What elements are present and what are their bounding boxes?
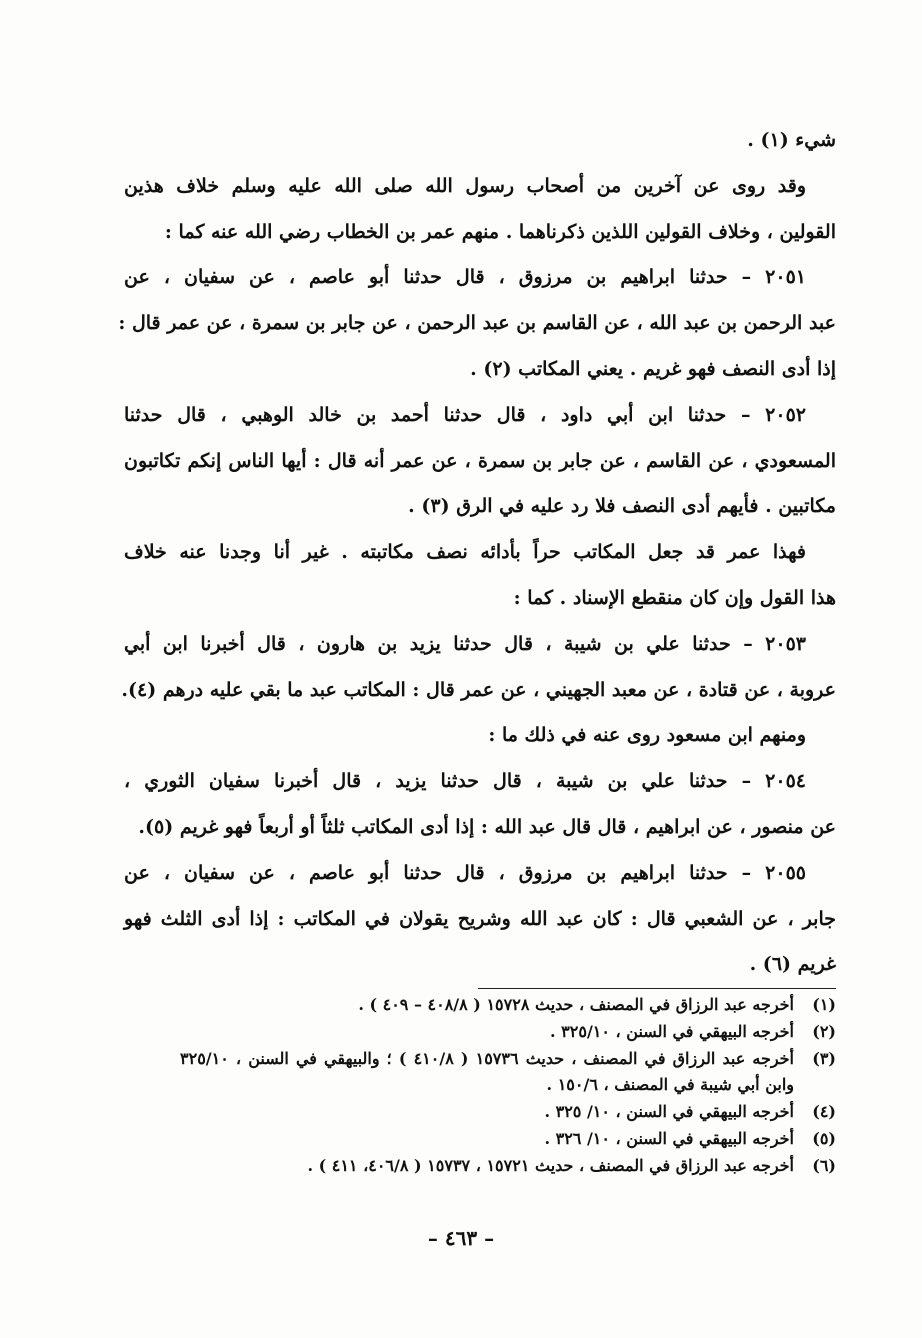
footnotes (180, 992, 836, 1180)
hadith-2051-line-2: عبد الرحمن بن عبد الله ، عن القاسم بن عبد الرحمن ، عن جابر بن سمرة ، عن عمر قال : (118, 312, 836, 335)
hadith-2055-line-1: ٢٠٥٥ – حدثنا ابراهيم بن مرزوق ، قال حدثنا أبو عاصم ، عن سفيان ، عن (124, 861, 806, 884)
commentary-line-2: هذا القول وإن كان منقطع الإسناد . كما : (513, 586, 836, 609)
footnote-6 (180, 1153, 836, 1180)
footnote-text: أخرجه البيهقي في السنن ، ٣٢٥/١٠ . (550, 1021, 794, 1041)
footnote-text: وابن أبي شيبة في المصنف ، ١٥٠/٦ . (546, 1075, 794, 1095)
footnote-number (794, 1072, 836, 1099)
hadith-2051-line-1: ٢٠٥١ – حدثنا ابراهيم بن مرزوق ، قال حدثنا أبو عاصم ، عن سفيان ، عن (124, 266, 806, 289)
hadith-2051-line-3: إذا أدى النصف فهو غريم . يعني المكاتب (٢) . (470, 357, 836, 380)
footnote-3 (180, 1046, 836, 1073)
hadith-2052-line-3: مكاتبين . فأيهم أدى النصف فلا رد عليه في الرق (٣) . (408, 495, 836, 518)
footnote-text: أخرجه البيهقي في السنن ، ١٠/ ٣٢٦ . (544, 1128, 794, 1148)
footnote-number: (٦) (812, 1155, 836, 1175)
footnote-4 (180, 1099, 836, 1126)
hadith-2052-line-2: المسعودي ، عن القاسم ، عن جابر بن سمرة ، عن عمر أنه قال : أيها الناس إنكم تكاتبون (124, 449, 836, 472)
footnote-5 (180, 1126, 836, 1153)
hadith-2053-line-1: ٢٠٥٣ – حدثنا علي بن شيبة ، قال حدثنا يزيد بن هارون ، قال أخبرنا ابن أبي (124, 632, 806, 655)
hadith-2052-line-1: ٢٠٥٢ – حدثنا ابن أبي داود ، قال حدثنا أحمد بن خالد الوهبي ، قال حدثنا (124, 403, 806, 426)
text-line-3: القولين ، وخلاف القولين اللذين ذكرناهما . منهم عمر بن الخطاب رضي الله عنه كما : (164, 220, 836, 243)
text-line-1: شيء (١) . (747, 129, 836, 151)
commentary-line-3: ومنهم ابن مسعود روى عنه في ذلك ما : (488, 724, 806, 747)
footnote-1 (180, 992, 836, 1019)
footnote-text: أخرجه عبد الرزاق في المصنف ، حديث ١٥٧٢١ ، ١٥٧٣٧ ( ٤٠٦/٨، ٤١١ ) . (307, 1155, 794, 1175)
footnote-text: أخرجه البيهقي في السنن ، ١٠/ ٣٢٥ . (544, 1102, 794, 1122)
footnote-text: أخرجه عبد الرزاق في المصنف ، حديث ١٥٧٢٨ ( ٤٠٨/٨ – ٤٠٩ ) . (358, 995, 794, 1014)
footnote-number: (١) (812, 995, 836, 1014)
footnote-text: أخرجه عبد الرزاق في المصنف ، حديث ١٥٧٣٦ ( ٤١٠/٨ ) ؛ والبيهقي في السنن ، ٣٢٥/١٠ (180, 1048, 794, 1068)
footnote-2 (180, 1019, 836, 1046)
footnote-number: (٥) (812, 1128, 836, 1148)
commentary-line-1: فهذا عمر قد جعل المكاتب حراً بأدائه نصف مكاتبته . غير أنا وجدنا عنه خلاف (124, 541, 806, 564)
hadith-2054-line-1: ٢٠٥٤ – حدثنا علي بن شيبة ، قال حدثنا يزيد ، قال أخبرنا سفيان الثوري ، (124, 770, 806, 793)
hadith-2055-line-2: جابر ، عن الشعبي قال : كان عبد الله وشريح يقولان في المكاتب : إذا أدى الثلث فهو (124, 907, 836, 930)
hadith-2053-line-2: عروبة ، عن قتادة ، عن معبد الجهيني ، عن عمر قال : المكاتب عبد ما بقي عليه درهم (٤). (121, 678, 836, 701)
main-text (118, 118, 836, 988)
footnote-3-continued (180, 1072, 836, 1099)
footnote-number: (٣) (812, 1048, 836, 1068)
footnote-number: (٤) (812, 1102, 836, 1122)
text-line-2: وقد روى عن آخرين من أصحاب رسول الله صلى الله عليه وسلم خلاف هذين (124, 174, 806, 197)
hadith-2054-line-2: عن منصور ، عن ابراهيم ، قال قال عبد الله : إذا أدى المكاتب ثلثاً أو أربعاً فهو غريم (٥). (138, 815, 836, 838)
footnote-separator (478, 988, 836, 989)
hadith-2055-line-3: غريم (٦) . (749, 953, 836, 976)
page-number: – ٤٦٣ – (427, 1226, 495, 1250)
footnote-number: (٢) (812, 1021, 836, 1041)
